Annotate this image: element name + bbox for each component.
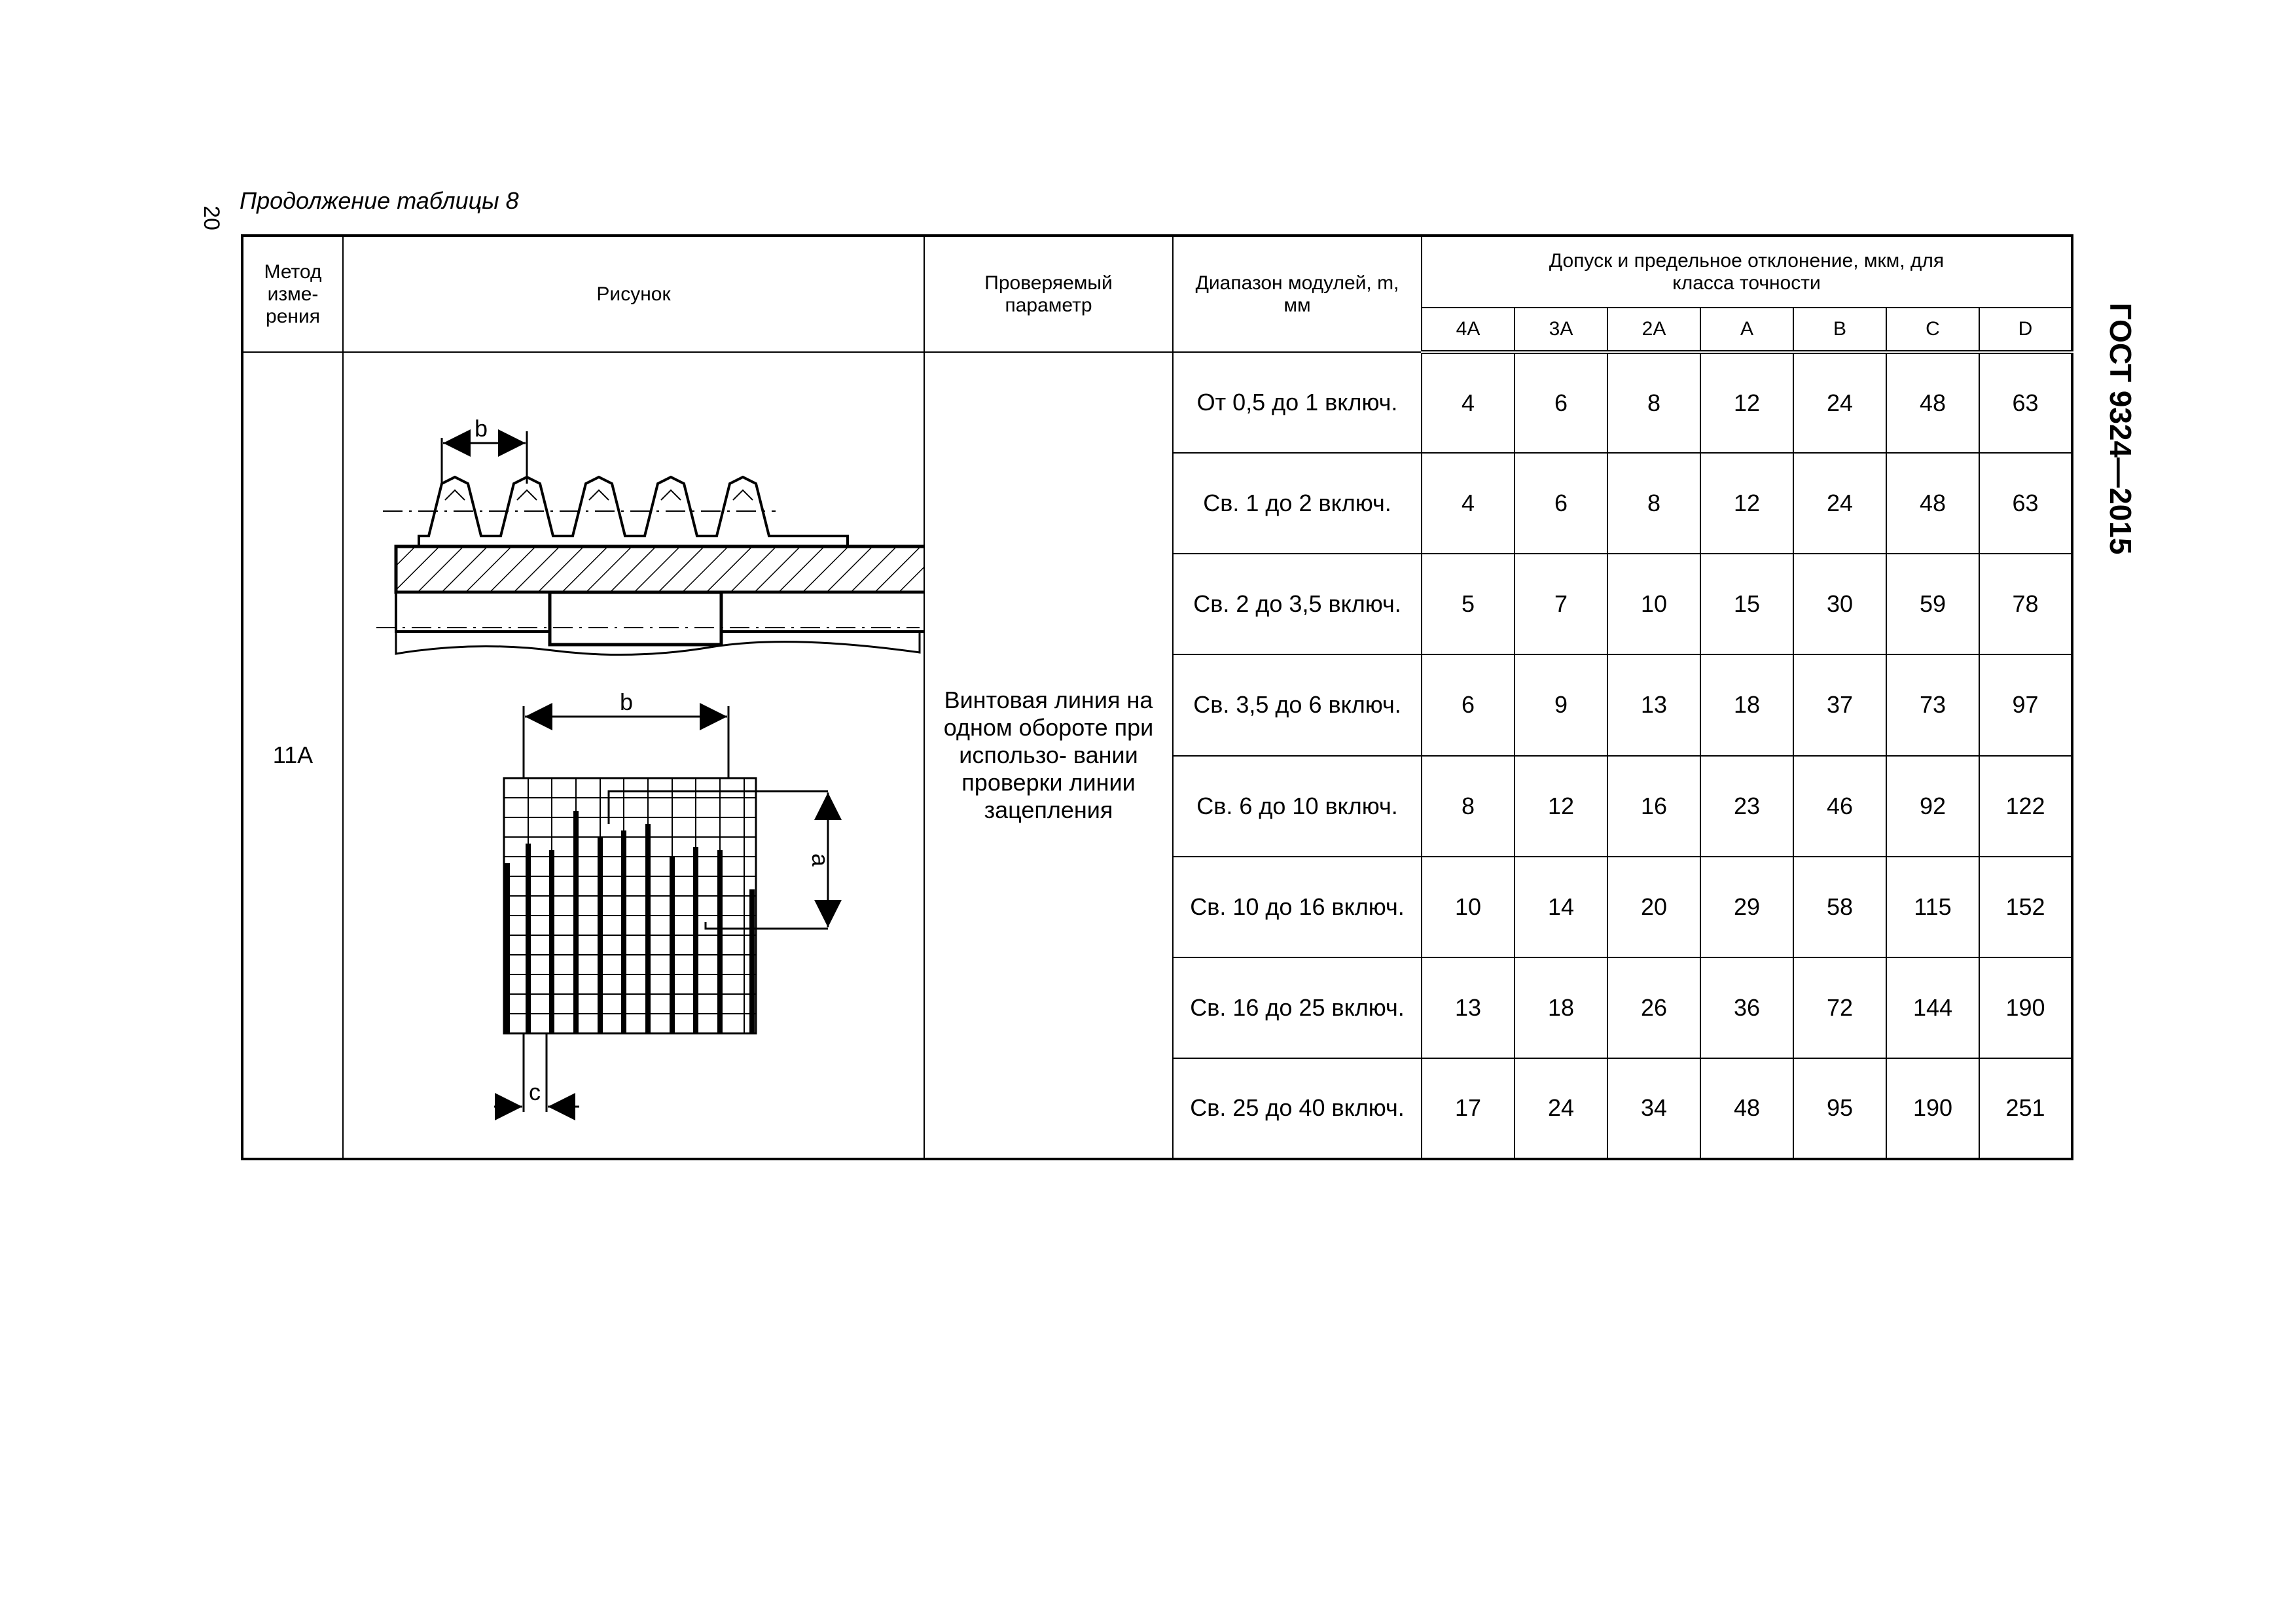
tolerance-table — [241, 234, 2073, 1160]
value-cell: 73 — [1886, 654, 1979, 755]
method-cell: 11A — [242, 352, 343, 1159]
label-c: c — [529, 1079, 541, 1105]
value-cell: 17 — [1422, 1058, 1515, 1159]
value-cell: 190 — [1886, 1058, 1979, 1159]
helix-chart-drawing — [504, 778, 828, 1033]
value-cell: 12 — [1515, 756, 1607, 857]
range-cell: От 0,5 до 1 включ. — [1173, 352, 1422, 453]
table-caption: Продолжение таблицы 8 — [240, 187, 519, 214]
table-row — [242, 352, 2072, 453]
range-cell: Св. 2 до 3,5 включ. — [1173, 554, 1422, 654]
range-cell: Св. 3,5 до 6 включ. — [1173, 654, 1422, 755]
range-cell: Св. 16 до 25 включ. — [1173, 957, 1422, 1058]
bottom-b-dimension — [524, 706, 728, 778]
value-cell: 63 — [1979, 453, 2072, 554]
value-cell: 59 — [1886, 554, 1979, 654]
value-cell: 92 — [1886, 756, 1979, 857]
value-cell: 18 — [1515, 957, 1607, 1058]
value-cell: 10 — [1607, 554, 1700, 654]
rack-profile-drawing — [376, 477, 924, 654]
value-cell: 8 — [1422, 756, 1515, 857]
value-cell: 26 — [1607, 957, 1700, 1058]
value-cell: 34 — [1607, 1058, 1700, 1159]
header-tolerance: Допуск и предельное отклонение, мкм, для класса точности — [1422, 236, 2072, 308]
value-cell: 115 — [1886, 857, 1979, 957]
figure-cell — [343, 352, 924, 1159]
value-cell: 16 — [1607, 756, 1700, 857]
label-a: a — [807, 853, 834, 867]
value-cell: 6 — [1515, 453, 1607, 554]
value-cell: 23 — [1700, 756, 1793, 857]
value-cell: 4 — [1422, 453, 1515, 554]
value-cell: 37 — [1793, 654, 1886, 755]
page-number: 20 — [199, 205, 224, 230]
value-cell: 13 — [1422, 957, 1515, 1058]
value-cell: 18 — [1700, 654, 1793, 755]
value-cell: 122 — [1979, 756, 2072, 857]
value-cell: 12 — [1700, 453, 1793, 554]
value-cell: 6 — [1515, 352, 1607, 453]
header-figure: Рисунок — [343, 236, 924, 352]
value-cell: 95 — [1793, 1058, 1886, 1159]
header-class-c: C — [1886, 308, 1979, 352]
range-cell: Св. 25 до 40 включ. — [1173, 1058, 1422, 1159]
header-class-b: B — [1793, 308, 1886, 352]
value-cell: 6 — [1422, 654, 1515, 755]
value-cell: 152 — [1979, 857, 2072, 957]
value-cell: 78 — [1979, 554, 2072, 654]
value-cell: 8 — [1607, 453, 1700, 554]
value-cell: 251 — [1979, 1058, 2072, 1159]
value-cell: 58 — [1793, 857, 1886, 957]
value-cell: 24 — [1515, 1058, 1607, 1159]
range-cell: Св. 1 до 2 включ. — [1173, 453, 1422, 554]
header-parameter: Проверяемый параметр — [924, 236, 1173, 352]
value-cell: 5 — [1422, 554, 1515, 654]
value-cell: 36 — [1700, 957, 1793, 1058]
value-cell: 97 — [1979, 654, 2072, 755]
value-cell: 144 — [1886, 957, 1979, 1058]
value-cell: 24 — [1793, 352, 1886, 453]
value-cell: 14 — [1515, 857, 1607, 957]
value-cell: 8 — [1607, 352, 1700, 453]
header-class-3a: 3A — [1515, 308, 1607, 352]
value-cell: 20 — [1607, 857, 1700, 957]
value-cell: 9 — [1515, 654, 1607, 755]
value-cell: 63 — [1979, 352, 2072, 453]
value-cell: 30 — [1793, 554, 1886, 654]
header-method: Метод изме- рения — [242, 236, 343, 352]
label-b-bottom: b — [619, 688, 634, 715]
value-cell: 12 — [1700, 352, 1793, 453]
value-cell: 48 — [1700, 1058, 1793, 1159]
value-cell: 29 — [1700, 857, 1793, 957]
value-cell: 13 — [1607, 654, 1700, 755]
header-range: Диапазон модулей, m, мм — [1173, 236, 1422, 352]
value-cell: 4 — [1422, 352, 1515, 453]
header-class-a: A — [1700, 308, 1793, 352]
standard-designation: ГОСТ 9324—2015 — [2104, 302, 2138, 555]
header-class-d: D — [1979, 308, 2072, 352]
value-cell: 10 — [1422, 857, 1515, 957]
value-cell: 48 — [1886, 453, 1979, 554]
header-class-4a: 4A — [1422, 308, 1515, 352]
value-cell: 24 — [1793, 453, 1886, 554]
value-cell: 15 — [1700, 554, 1793, 654]
parameter-cell: Винтовая линия на одном обороте при использо- вании проверки линии зацепления — [924, 352, 1173, 1159]
label-b-top: b — [474, 415, 488, 442]
gear-measurement-figure — [344, 353, 924, 1158]
value-cell: 7 — [1515, 554, 1607, 654]
header-class-2a: 2A — [1607, 308, 1700, 352]
value-cell: 72 — [1793, 957, 1886, 1058]
range-cell: Св. 10 до 16 включ. — [1173, 857, 1422, 957]
value-cell: 190 — [1979, 957, 2072, 1058]
range-cell: Св. 6 до 10 включ. — [1173, 756, 1422, 857]
value-cell: 46 — [1793, 756, 1886, 857]
value-cell: 48 — [1886, 352, 1979, 453]
